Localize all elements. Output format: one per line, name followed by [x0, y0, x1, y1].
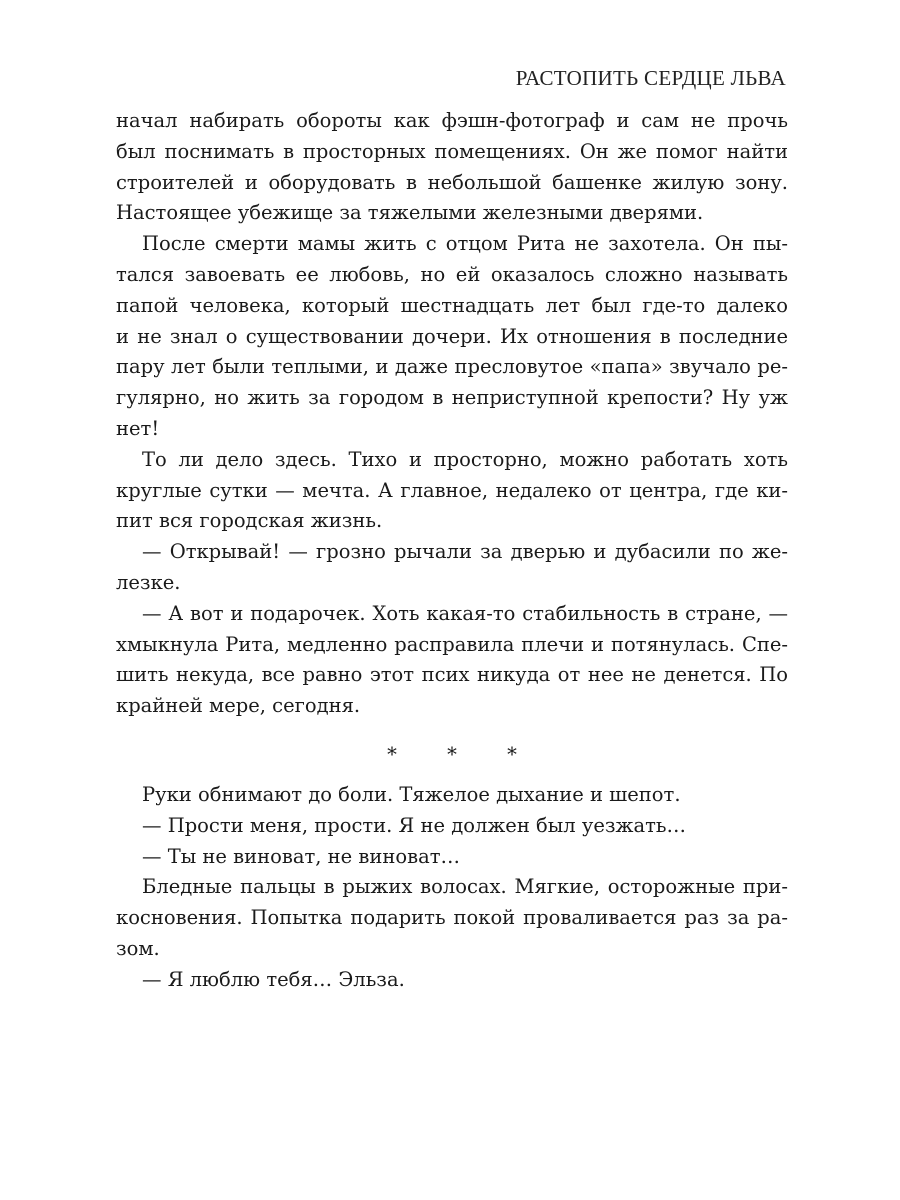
- text-line: гулярно, но жить за городом в неприступной крепости? Ну уж: [116, 386, 788, 410]
- text-line: косновения. Попытка подарить покой проваливается раз за ра-: [116, 906, 788, 930]
- text-line: — Я люблю тебя… Эльза.: [142, 967, 405, 991]
- body-text: [116, 106, 788, 996]
- text-line: и не знал о существовании дочери. Их отношения в последние: [116, 324, 788, 348]
- text-line: — А вот и подарочек. Хоть какая-то стабильность в стране, —: [142, 601, 788, 625]
- text-line: пит вся городская жизнь.: [116, 509, 383, 533]
- text-line: строителей и оборудовать в небольшой башенке жилую зону.: [116, 170, 788, 194]
- text-line: крайней мере, сегодня.: [116, 694, 361, 718]
- text-line: После смерти мамы жить с отцом Рита не захотела. Он пы-: [142, 232, 788, 256]
- text-line: Бледные пальцы в рыжих волосах. Мягкие, осторожные при-: [142, 875, 788, 899]
- text-line: круглые сутки — мечта. А главное, недалеко от центра, где ки-: [116, 478, 788, 502]
- text-line: шить некуда, все равно этот псих никуда от нее не денется. По: [116, 663, 788, 687]
- text-line: лезке.: [116, 570, 181, 594]
- text-line: нет!: [116, 416, 160, 440]
- text-line: — Открывай! — грозно рычали за дверью и дубасили по же-: [142, 540, 788, 564]
- text-line: Настоящее убежище за тяжелыми железными дверями.: [116, 201, 704, 225]
- text-line: Руки обнимают до боли. Тяжелое дыхание и шепот.: [142, 782, 681, 806]
- text-line: начал набирать обороты как фэшн-фотограф и сам не прочь: [116, 109, 788, 132]
- text-line: тался завоевать ее любовь, но ей оказалось сложно называть: [116, 262, 788, 286]
- text-line: хмыкнула Рита, медленно расправила плечи и потянулась. Спе-: [116, 632, 788, 656]
- text-line: зом.: [116, 936, 160, 960]
- text-line: — Прости меня, прости. Я не должен был уезжать…: [142, 813, 687, 837]
- text-line: То ли дело здесь. Тихо и просторно, можно работать хоть: [142, 447, 788, 471]
- text-line: — Ты не виноват, не виноват…: [142, 844, 460, 868]
- text-line: был поснимать в просторных помещениях. Он же помог найти: [116, 139, 788, 163]
- running-head-title: РАСТОПИТЬ СЕРДЦЕ ЛЬВА: [515, 66, 786, 90]
- text-line: пару лет были теплыми, и даже пресловутое «папа» звучало ре-: [116, 355, 788, 379]
- text-line: папой человека, который шестнадцать лет был где-то далеко: [116, 293, 788, 317]
- scene-separator: * * *: [387, 742, 539, 766]
